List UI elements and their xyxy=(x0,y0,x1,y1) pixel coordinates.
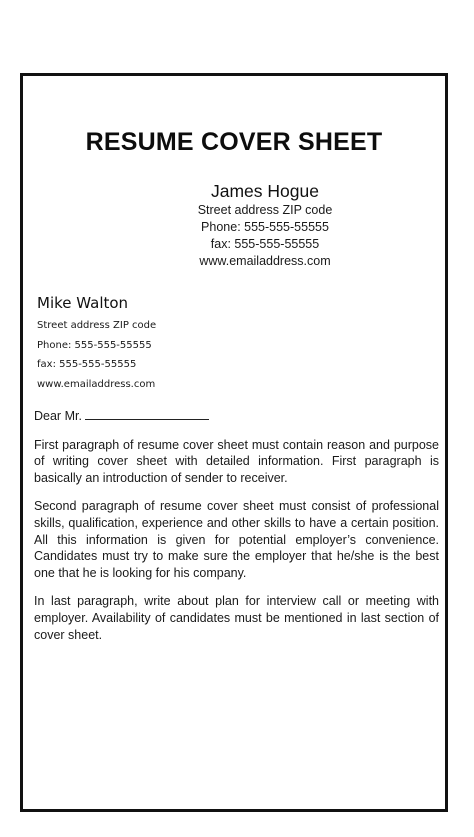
sender-web: www.emailaddress.com xyxy=(199,254,331,268)
paragraph-1: First paragraph of resume cover sheet must contain reason and purpose of writing cover sheet with detailed information. First paragraph is basically an introduction of sender to receiver. xyxy=(34,437,439,485)
recipient-name: Mike Walton xyxy=(37,294,129,312)
letter-body xyxy=(34,407,439,655)
recipient-block xyxy=(37,292,287,394)
salutation-blank-line xyxy=(85,407,209,420)
sender-phone: Phone: 555-555-55555 xyxy=(201,220,329,234)
sender-address: Street address ZIP code xyxy=(197,203,333,217)
recipient-web: www.emailaddress.com xyxy=(37,378,156,390)
paragraph-3: In last paragraph, write about plan for interview call or meeting with employer. Availability of candidates must be mentioned in last section of cover sheet. xyxy=(34,594,439,642)
document-page xyxy=(20,73,448,812)
recipient-address: Street address ZIP code xyxy=(37,320,157,331)
recipient-phone: Phone: 555-555-55555 xyxy=(37,339,152,351)
recipient-fax: fax: 555-555-55555 xyxy=(37,359,137,370)
sender-name: James Hogue xyxy=(211,181,319,201)
sender-fax: fax: 555-555-55555 xyxy=(210,237,320,251)
salutation-text: Dear Mr. xyxy=(34,409,82,423)
salutation-line xyxy=(34,407,439,425)
paragraph-2: Second paragraph of resume cover sheet must consist of professional skills, qualification, experience and other skills to have a certain position. All this information is given for potential employer’s convenience. Candidates must try to make sure the employer that he/she is the best one that he is looking for his company. xyxy=(34,499,439,580)
sender-block xyxy=(175,180,355,270)
document-title: RESUME COVER SHEET xyxy=(85,128,383,156)
